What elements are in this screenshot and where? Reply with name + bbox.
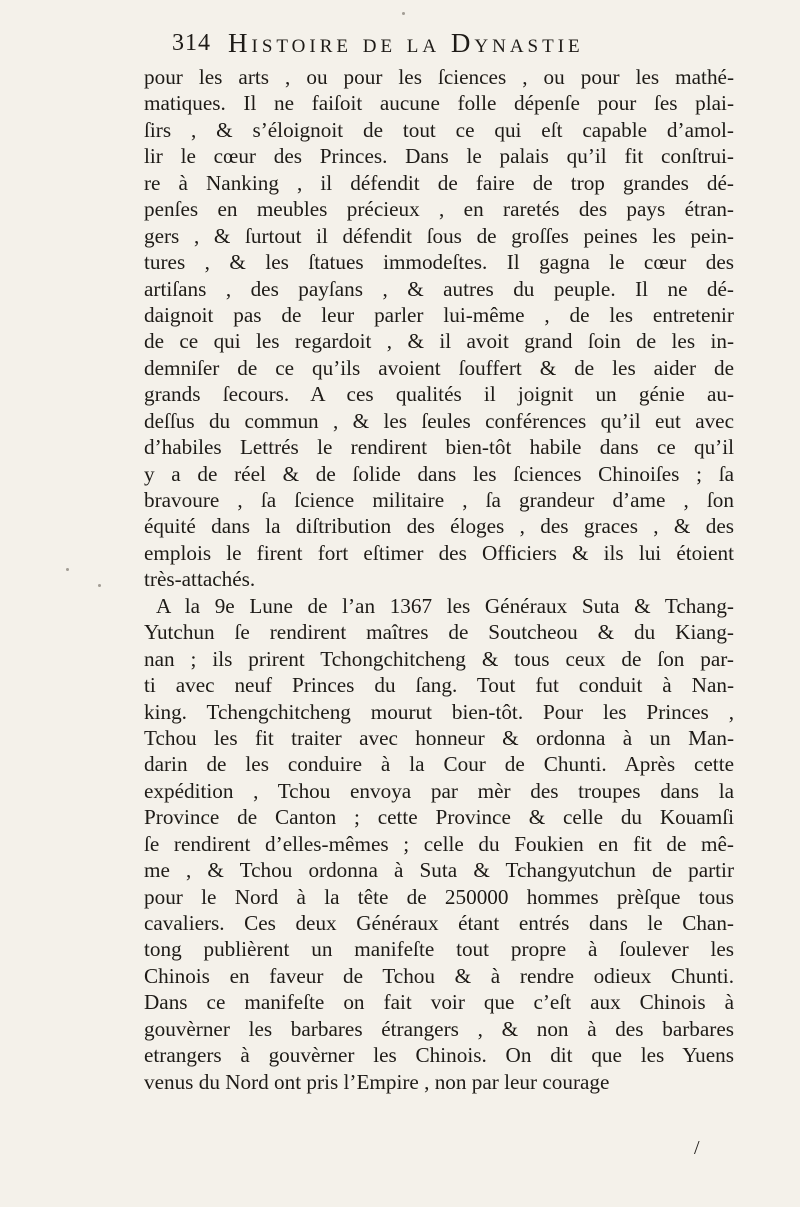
text-line: Yutchun ſe rendirent maîtres de Soutcheou & du Kiang- <box>144 620 734 645</box>
text-line: me , & Tchou ordonna à Suta & Tchangyutchun de partir <box>144 858 734 883</box>
text-line: ſe rendirent d’elles-mêmes ; celle du Foukien en fit de mê- <box>144 831 734 856</box>
text-line: expédition , Tchou envoya par mèr des troupes dans la <box>144 778 734 803</box>
text-line: Dans ce manifeſte on fait voir que c’eſt aux Chinois à <box>144 990 734 1015</box>
text-line: cavaliers. Ces deux Généraux étant entrés dans le Chan- <box>144 911 734 935</box>
text-line: Tchou les fit traiter avec honneur & ordonna à un Man- <box>144 725 734 750</box>
paper-speck <box>402 12 405 15</box>
paper-speck <box>98 584 101 587</box>
text-line: venus du Nord ont pris l’Empire , non par leur courage <box>144 1069 610 1094</box>
text-line: tong publièrent un manifeſte tout propre à ſoulever les <box>144 937 734 962</box>
running-title: Histoire de la Dynastie <box>228 28 584 58</box>
text-line: pour le Nord à la tête de 250000 hommes prèſque tous <box>144 884 734 909</box>
text-line: ti avec neuf Princes du ſang. Tout fut conduit à Nan- <box>144 673 734 698</box>
text-line: ſirs , & s’éloignoit de tout ce qui eſt capable d’amol- <box>144 117 734 142</box>
text-line: de ce qui les regardoit , & il avoit grand ſoin de les in- <box>144 329 734 354</box>
text-line: A la 9e Lune de l’an 1367 les Généraux Suta & Tchang- <box>156 593 734 618</box>
page-header <box>172 28 732 64</box>
text-line: demniſer de ce qu’ils avoient ſouffert & de les aider de <box>144 355 734 380</box>
text-line: artiſans , des payſans , & autres du peuple. Il ne dé- <box>144 276 734 301</box>
text-line: bravoure , ſa ſcience militaire , ſa grandeur d’ame , ſon <box>144 488 734 512</box>
text-line: deſſus du commun , & les ſeules conférences qu’il eut avec <box>144 408 734 433</box>
text-line: y a de réel & de ſolide dans les ſciences Chinoiſes ; ſa <box>144 461 734 486</box>
text-line: matiques. Il ne faiſoit aucune folle dépenſe pour ſes plai- <box>144 91 734 116</box>
text-line: pour les arts , ou pour les ſciences , ou pour les mathé- <box>144 65 734 89</box>
text-line: équité dans la diſtribution des éloges , des graces , & des <box>144 514 734 539</box>
text-line: nan ; ils prirent Tchongchitcheng & tous ceux de ſon par- <box>144 646 734 671</box>
text-line: Chinois en faveur de Tchou & à rendre odieux Chunti. <box>144 963 734 988</box>
paper-speck <box>66 568 69 571</box>
catchword: / <box>694 1137 700 1159</box>
text-line: re à Nanking , il défendit de faire de trop grandes dé- <box>144 170 734 195</box>
page-number: 314 <box>172 30 211 56</box>
body-text <box>144 64 734 1095</box>
text-line: lir le cœur des Princes. Dans le palais qu’il fit conſtrui- <box>144 144 734 169</box>
text-line: etrangers à gouvèrner les Chinois. On dit que les Yuens <box>144 1043 734 1068</box>
text-line: gouvèrner les barbares étrangers , & non à des barbares <box>144 1016 734 1041</box>
text-line: darin de les conduire à la Cour de Chunti. Après cette <box>144 752 734 777</box>
text-line: daignoit pas de leur parler lui-même , de les entretenir <box>144 302 734 327</box>
text-line: tures , & les ſtatues immodeſtes. Il gagna le cœur des <box>144 250 734 275</box>
text-line: emplois le firent fort eſtimer des Officiers & ils lui étoient <box>144 540 734 565</box>
text-line: penſes en meubles précieux , en raretés des pays étran- <box>144 197 734 222</box>
text-line: king. Tchengchitcheng mourut bien-tôt. Pour les Princes , <box>144 699 734 724</box>
text-line: très-attachés. <box>144 567 256 592</box>
text-line: grands ſecours. A ces qualités il joignit un génie au- <box>144 382 734 407</box>
text-line: gers , & ſurtout il défendit ſous de groſſes peines les pein- <box>144 223 734 248</box>
text-line: Province de Canton ; cette Province & celle du Kouamſi <box>144 805 734 830</box>
text-line: d’habiles Lettrés le rendirent bien-tôt habile dans ce qu’il <box>144 435 734 460</box>
